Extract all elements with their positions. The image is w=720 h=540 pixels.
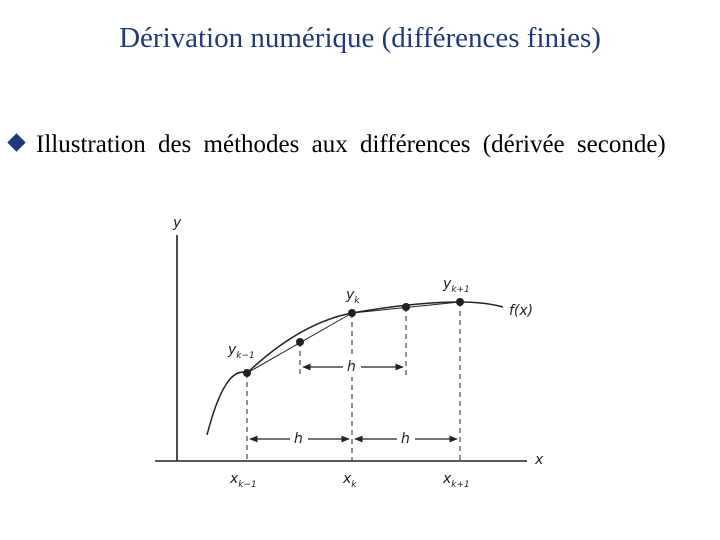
label-yk-plus-1: $y_{k+1}$ bbox=[443, 276, 470, 295]
h-label-lower-left: h bbox=[294, 431, 303, 447]
bullet-text: Illustration des méthodes aux différences (dérivée seconde) bbox=[36, 131, 666, 158]
curve-label: f(x) bbox=[509, 303, 534, 319]
label-yk: $y_k$ bbox=[346, 287, 360, 306]
h-label-lower-right: h bbox=[401, 431, 410, 447]
y-axis-label: y bbox=[173, 215, 182, 231]
label-yk-minus-1: $y_{k-1}$ bbox=[228, 342, 255, 361]
x-axis-label: x bbox=[535, 452, 544, 468]
slide-title: Dérivation numérique (différences finies) bbox=[119, 22, 601, 54]
function-curve bbox=[207, 370, 247, 435]
diamond-bullet-icon bbox=[7, 133, 25, 151]
label-xk-plus-1: $x_{k+1}$ bbox=[443, 471, 470, 490]
h-label-upper: h bbox=[347, 359, 356, 375]
bullet-item bbox=[10, 126, 710, 164]
finite-difference-figure bbox=[135, 205, 570, 525]
label-xk-minus-1: $x_{k-1}$ bbox=[230, 471, 257, 490]
label-xk: $x_k$ bbox=[343, 471, 357, 490]
